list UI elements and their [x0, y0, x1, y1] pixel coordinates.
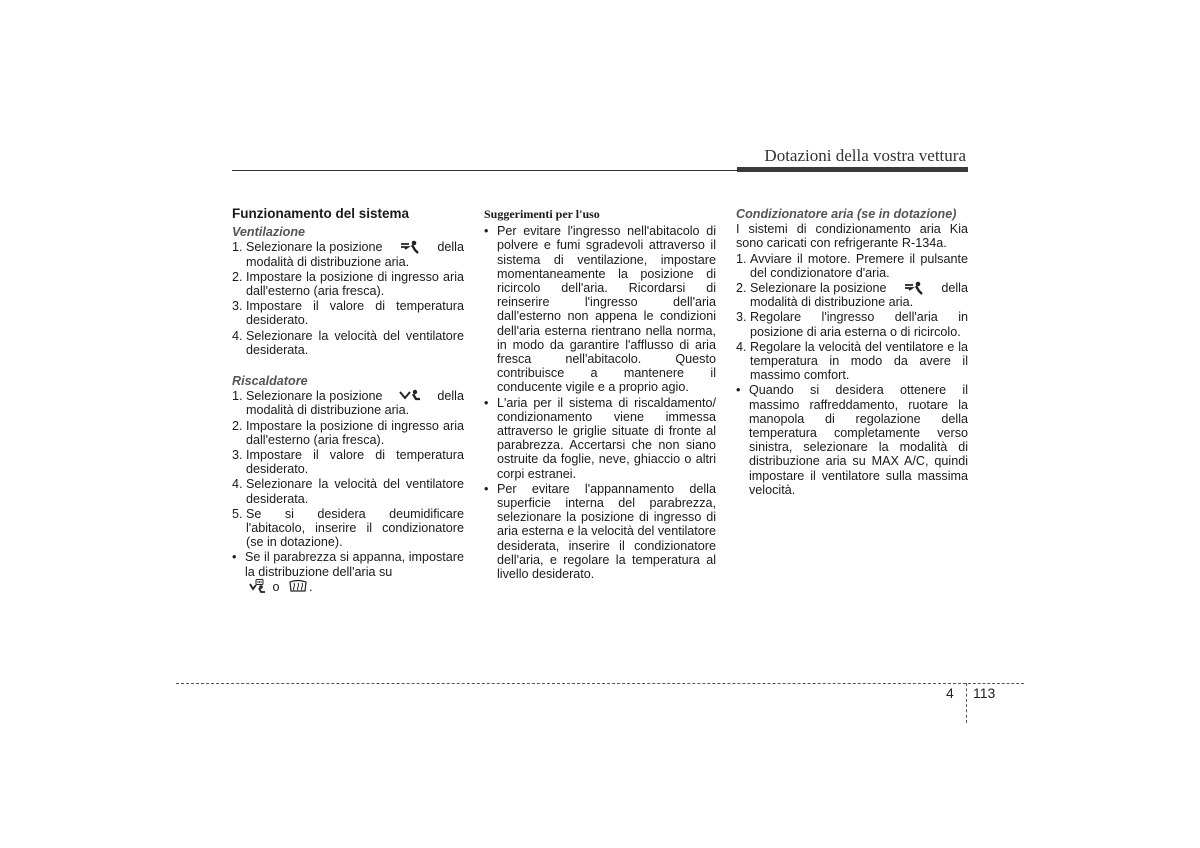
step-text-della: della	[941, 281, 968, 296]
list-item	[232, 389, 464, 417]
floor-defrost-mode-icon	[249, 579, 267, 593]
list-item	[232, 419, 464, 447]
list-number: 3.	[736, 310, 747, 325]
step-text-pre: Selezionare la posizione	[246, 389, 383, 404]
bullet-text-main: Se il parabrezza si appanna, impostare la distribuzione dell'aria su	[245, 550, 464, 579]
bullet-text: Quando si desidera ottenere il massimo raffreddamento, ruotare la manopola di regolazione della temperatura completamente verso sinistra, selezionare la modalità di distribuzione aria su MAX A/C, quindi impostare il ventilatore sulla massima velocità.	[749, 383, 968, 497]
list-number: 3.	[232, 299, 243, 314]
step-text-rest: modalità di distribuzione aria.	[750, 295, 914, 310]
list-item	[232, 270, 464, 298]
bullet-dot: •	[484, 395, 489, 410]
face-vent-mode-icon	[904, 281, 924, 295]
windshield-defrost-icon	[289, 579, 307, 593]
bullet-text: Per evitare l'ingresso nell'abitacolo di polvere e fumi sgradevoli attraverso il sistema di ventilazione, impostare momentaneamente la posizione di ricircolo dell'aria. Ricordarsi di reinserire l'ingresso dell'aria dall'esterno non appena le condizioni dell'aria esterna rientrano nella norma, in modo da garantire l'afflusso di aria fresca nell'abitacolo. Questo contribuisce a mantenere il conducente vigile e a proprio agio.	[497, 224, 716, 395]
list-number: 4.	[736, 339, 747, 354]
list-text: Impostare il valore di temperatura desiderato.	[246, 299, 464, 328]
footer-dotted-rule	[176, 683, 966, 684]
bullet-item	[484, 224, 716, 394]
list-item	[736, 281, 968, 309]
intro-paragraph: I sistemi di condizionamento aria Kia sono caricati con refrigerante R-134a.	[736, 222, 968, 251]
list-text: Regolare l'ingresso dell'aria in posizione di aria esterna o di ricircolo.	[750, 310, 968, 339]
bullet-text: L'aria per il sistema di riscaldamento/ condizionamento viene immessa attraverso le griglie situate di fronte al parabrezza. Accertarsi che non siano ostruite da foglie, neve, ghiaccio o altri corpi estranei.	[497, 395, 716, 481]
section-title: Funzionamento del sistema	[232, 206, 410, 221]
footer-dotted-divider	[966, 683, 967, 723]
list-number: 2.	[232, 269, 243, 284]
list-number: 1.	[232, 389, 243, 404]
list-text	[750, 281, 968, 309]
subheading-usage-tips: Suggerimenti per l'uso	[484, 207, 600, 221]
column-usage-tips	[484, 207, 716, 582]
bullet-text	[245, 550, 464, 594]
bullet-item	[484, 396, 716, 481]
list-item	[232, 448, 464, 476]
bullet-dot: •	[736, 383, 741, 398]
bullet-item	[232, 550, 464, 594]
list-number: 3.	[232, 448, 243, 463]
bullet-dot: •	[484, 224, 489, 239]
bullet-text: Per evitare l'appannamento della superficie interna del parabrezza, selezionare la posizione di ingresso di aria esterna e la velocità del ventilatore desiderata, inserire il condizionatore dell'aria, e regolare la temperatura al livello desiderato.	[497, 481, 716, 582]
bullet-end: .	[309, 579, 313, 594]
header-rule-thick	[737, 167, 968, 172]
list-number: 2.	[736, 281, 747, 296]
footer-dotted-rule-right	[968, 683, 1024, 684]
list-item	[736, 340, 968, 383]
bullet-or: o	[272, 579, 280, 594]
list-number: 5.	[232, 506, 243, 521]
step-text-rest: modalità di distribuzione aria.	[246, 403, 410, 418]
list-text: Se si desidera deumidificare l'abitacolo, inserire il condizionatore (se in dotazione).	[246, 506, 464, 550]
step-text-pre: Selezionare la posizione	[246, 240, 383, 255]
floor-vent-mode-icon	[399, 389, 421, 403]
list-text: Impostare il valore di temperatura desiderato.	[246, 448, 464, 477]
list-text: Avviare il motore. Premere il pulsante del condizionatore d'aria.	[750, 251, 968, 280]
subheading-air-conditioner: Condizionatore aria (se in dotazione)	[736, 207, 957, 221]
list-item	[232, 507, 464, 550]
list-item	[232, 477, 464, 505]
bullet-dot: •	[232, 550, 237, 565]
list-number: 1.	[736, 251, 747, 266]
column-air-conditioner	[736, 207, 968, 498]
step-text-rest: modalità di distribuzione aria.	[246, 254, 410, 269]
list-text: Regolare la velocità del ventilatore e la temperatura in modo da avere il massimo comfort.	[750, 339, 968, 383]
chapter-number: 4	[946, 685, 954, 701]
step-text-della: della	[437, 389, 464, 404]
list-number: 4.	[232, 477, 243, 492]
list-text: Impostare la posizione di ingresso aria dall'esterno (aria fresca).	[246, 418, 464, 447]
subheading-ventilation: Ventilazione	[232, 225, 306, 240]
page-header-title: Dotazioni della vostra vettura	[764, 146, 966, 165]
bullet-item	[736, 383, 968, 497]
list-text	[246, 389, 464, 417]
column-system-operation	[232, 207, 464, 595]
bullet-item	[484, 482, 716, 581]
list-item	[736, 252, 968, 280]
list-item	[232, 299, 464, 327]
list-item	[232, 329, 464, 357]
page-number: 113	[973, 685, 996, 701]
list-text: Impostare la posizione di ingresso aria dall'esterno (aria fresca).	[246, 269, 464, 299]
list-text: Selezionare la velocità del ventilatore desiderata.	[246, 328, 464, 357]
list-text: Selezionare la velocità del ventilatore desiderata.	[246, 477, 464, 506]
list-text	[246, 240, 464, 268]
list-number: 1.	[232, 240, 243, 255]
subheading-heater: Riscaldatore	[232, 374, 308, 389]
header-rule-thin	[232, 170, 737, 171]
list-item	[736, 310, 968, 338]
bullet-dot: •	[484, 481, 489, 496]
list-number: 4.	[232, 328, 243, 343]
face-vent-mode-icon	[400, 240, 420, 254]
list-item	[232, 240, 464, 268]
list-number: 2.	[232, 418, 243, 433]
step-text-della: della	[437, 240, 464, 255]
step-text-pre: Selezionare la posizione	[750, 281, 887, 296]
